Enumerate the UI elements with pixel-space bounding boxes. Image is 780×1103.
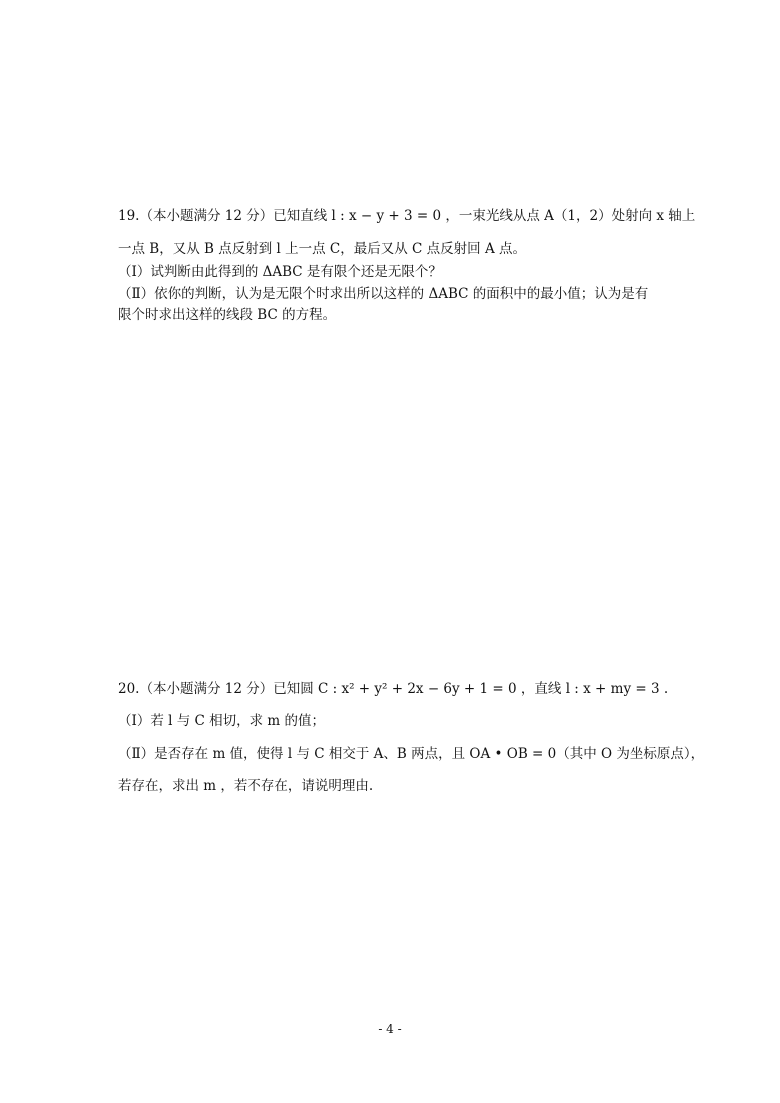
- problem-19-line-1: 19.（本小题满分 12 分）已知直线 l : x − y + 3 = 0 ，一束光线从点 A（1，2）处射向 x 轴上: [118, 208, 696, 224]
- problem-20-part-2: （Ⅱ）是否存在 m 值，使得 l 与 C 相交于 A、B 两点，且 OA • OB = 0（其中 O 为坐标原点），: [118, 746, 705, 762]
- problem-19-part-1: （Ⅰ）试判断由此得到的 ΔABC 是有限个还是无限个？: [118, 264, 442, 280]
- problem-20-part-1: （Ⅰ）若 l 与 C 相切，求 m 的值；: [118, 713, 326, 729]
- problem-19-line-2: 一点 B，又从 B 点反射到 l 上一点 C，最后又从 C 点反射回 A 点。: [118, 241, 526, 257]
- problem-20-part-2-cont: 若存在，求出 m ，若不存在，请说明理由.: [118, 778, 374, 794]
- problem-20-line-1: 20.（本小题满分 12 分）已知圆 C : x² + y² + 2x − 6y + 1 = 0 ，直线 l : x + my = 3 .: [118, 681, 669, 697]
- page-number: - 4 -: [378, 1022, 402, 1036]
- problem-19-part-2: （Ⅱ）依你的判断，认为是无限个时求出所以这样的 ΔABC 的面积中的最小值；认为是有: [118, 286, 649, 302]
- problem-19-part-2-cont: 限个时求出这样的线段 BC 的方程。: [118, 307, 337, 323]
